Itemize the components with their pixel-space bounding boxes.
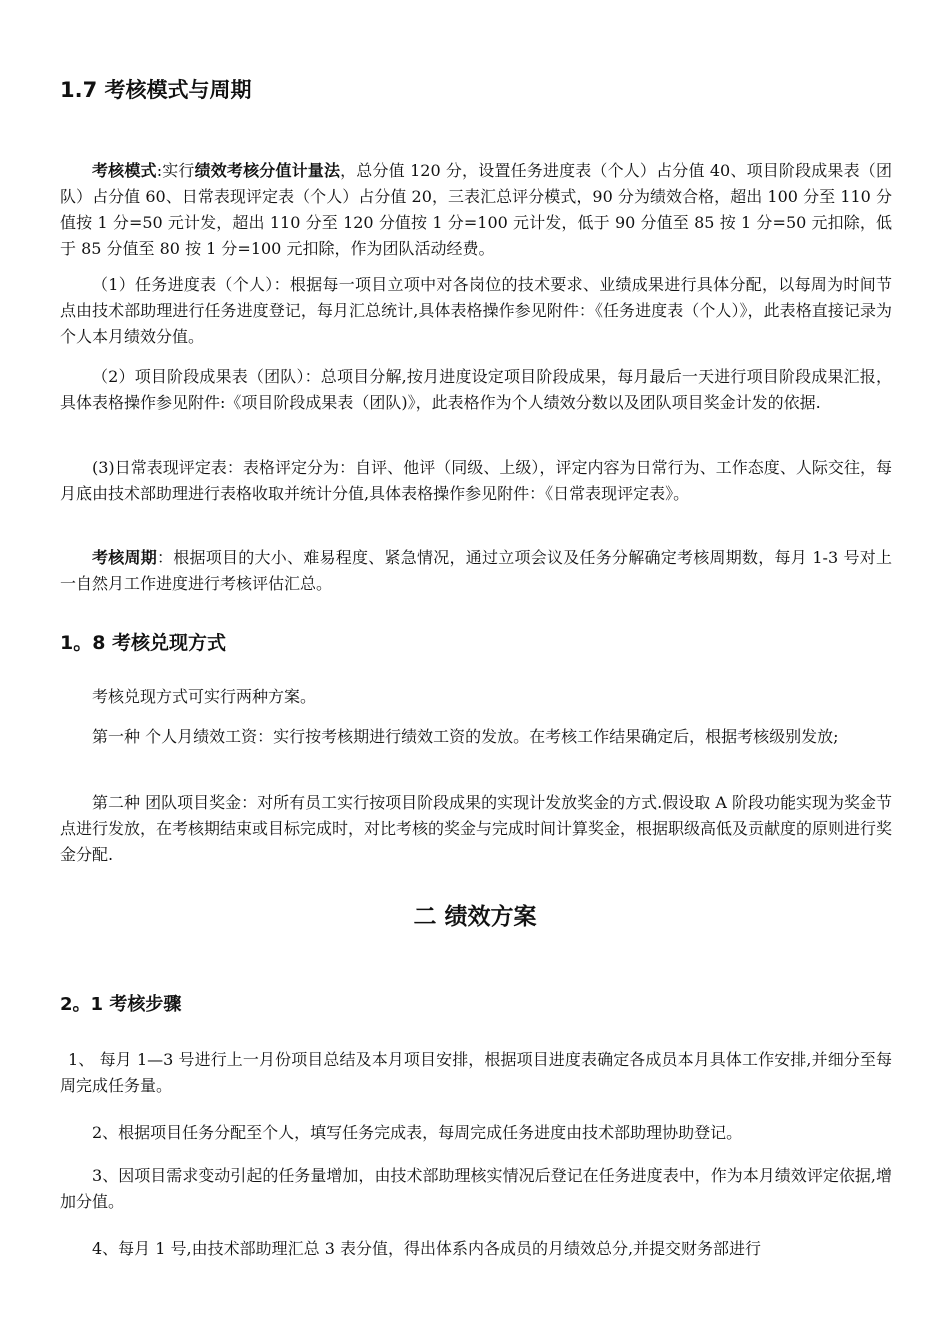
section-title-1-7: 1.7 考核模式与周期 <box>60 78 252 102</box>
stage-result-table-paragraph: （2）项目阶段成果表（团队）：总项目分解,按月进度设定项目阶段成果，每月最后一天进行项目阶段成果汇报，具体表格操作参见附件:《项目阶段成果表（团队)》，此表格作为个人绩效分数以及团队项目奖金计发的依据. <box>60 367 892 412</box>
step-four-paragraph: 4、每月 1 号,由技术部助理汇总 3 表分值，得出体系内各成员的月绩效总分,并提交财务部进行 <box>92 1239 762 1258</box>
task-progress-table-paragraph: （1）任务进度表（个人）：根据每一项目立项中对各岗位的技术要求、业绩成果进行具体分配，以每周为时间节点由技术部助理进行任务进度登记，每月汇总统计,具体表格操作参见附件：《任务进度表（个人）》，此表格直接记录为个人本月绩效分值。 <box>60 275 892 346</box>
section-title-1-8: 1。8 考核兑现方式 <box>60 632 227 654</box>
chapter-title: 二 绩效方案 <box>413 904 537 930</box>
assessment-cycle-paragraph <box>60 545 892 597</box>
step-three-paragraph: 3、因项目需求变动引起的任务量增加，由技术部助理核实情况后登记在任务进度表中，作为本月绩效评定依据,增加分值。 <box>60 1166 892 1211</box>
assessment-cycle-label: 考核周期 <box>92 548 158 567</box>
redemption-intro-paragraph: 考核兑现方式可实行两种方案。 <box>92 687 317 706</box>
daily-performance-table-paragraph: (3)日常表现评定表：表格评定分为：自评、他评（同级、上级），评定内容为日常行为、工作态度、人际交往，每月底由技术部助理进行表格收取并统计分值,具体表格操作参见附件：《日常表现评定表》。 <box>60 458 892 503</box>
section-title-2-1: 2。1 考核步骤 <box>60 994 182 1015</box>
assessment-method-name: 绩效考核分值计量法 <box>194 161 341 180</box>
assessment-cycle-text: ：根据项目的大小、难易程度、紧急情况，通过立项会议及任务分解确定考核周期数，每月 1-3 号对上一自然月工作进度进行考核评估汇总。 <box>60 548 892 593</box>
step-one-paragraph: 1、 每月 1—3 号进行上一月份项目总结及本月项目安排，根据项目进度表确定各成员本月具体工作安排,并细分至每周完成任务量。 <box>60 1050 892 1095</box>
assessment-mode-pre: :实行 <box>156 161 195 180</box>
assessment-mode-text: ，总分值 120 分，设置任务进度表（个人）占分值 40、项目阶段成果表（团队）占分值 60、日常表现评定表（个人）占分值 20，三表汇总评分模式，90 分为绩效合格，超出 100 分至 110 分值按 1 分=50 元计发，超出 110 分至 120 分值按 1 分=100 元计发，低于 90 分值至 85 按 1 分=50 元扣除，低于 85 分值至 80 按 1 分=100 元扣除，作为团队活动经费。 <box>60 161 892 258</box>
step-two-paragraph: 2、根据项目任务分配至个人，填写任务完成表，每周完成任务进度由技术部助理协助登记。 <box>92 1123 743 1142</box>
assessment-mode-paragraph <box>60 158 892 262</box>
plan-two-paragraph: 第二种 团队项目奖金：对所有员工实行按项目阶段成果的实现计发放奖金的方式.假设取 A 阶段功能实现为奖金节点进行发放，在考核期结束或目标完成时，对比考核的奖金与完成时间计算奖金，根据职级高低及贡献度的原则进行奖金分配. <box>60 793 893 864</box>
plan-one-paragraph: 第一种 个人月绩效工资：实行按考核期进行绩效工资的发放。在考核工作结果确定后，根据考核级别发放; <box>92 727 839 746</box>
assessment-mode-label: 考核模式 <box>92 161 157 180</box>
